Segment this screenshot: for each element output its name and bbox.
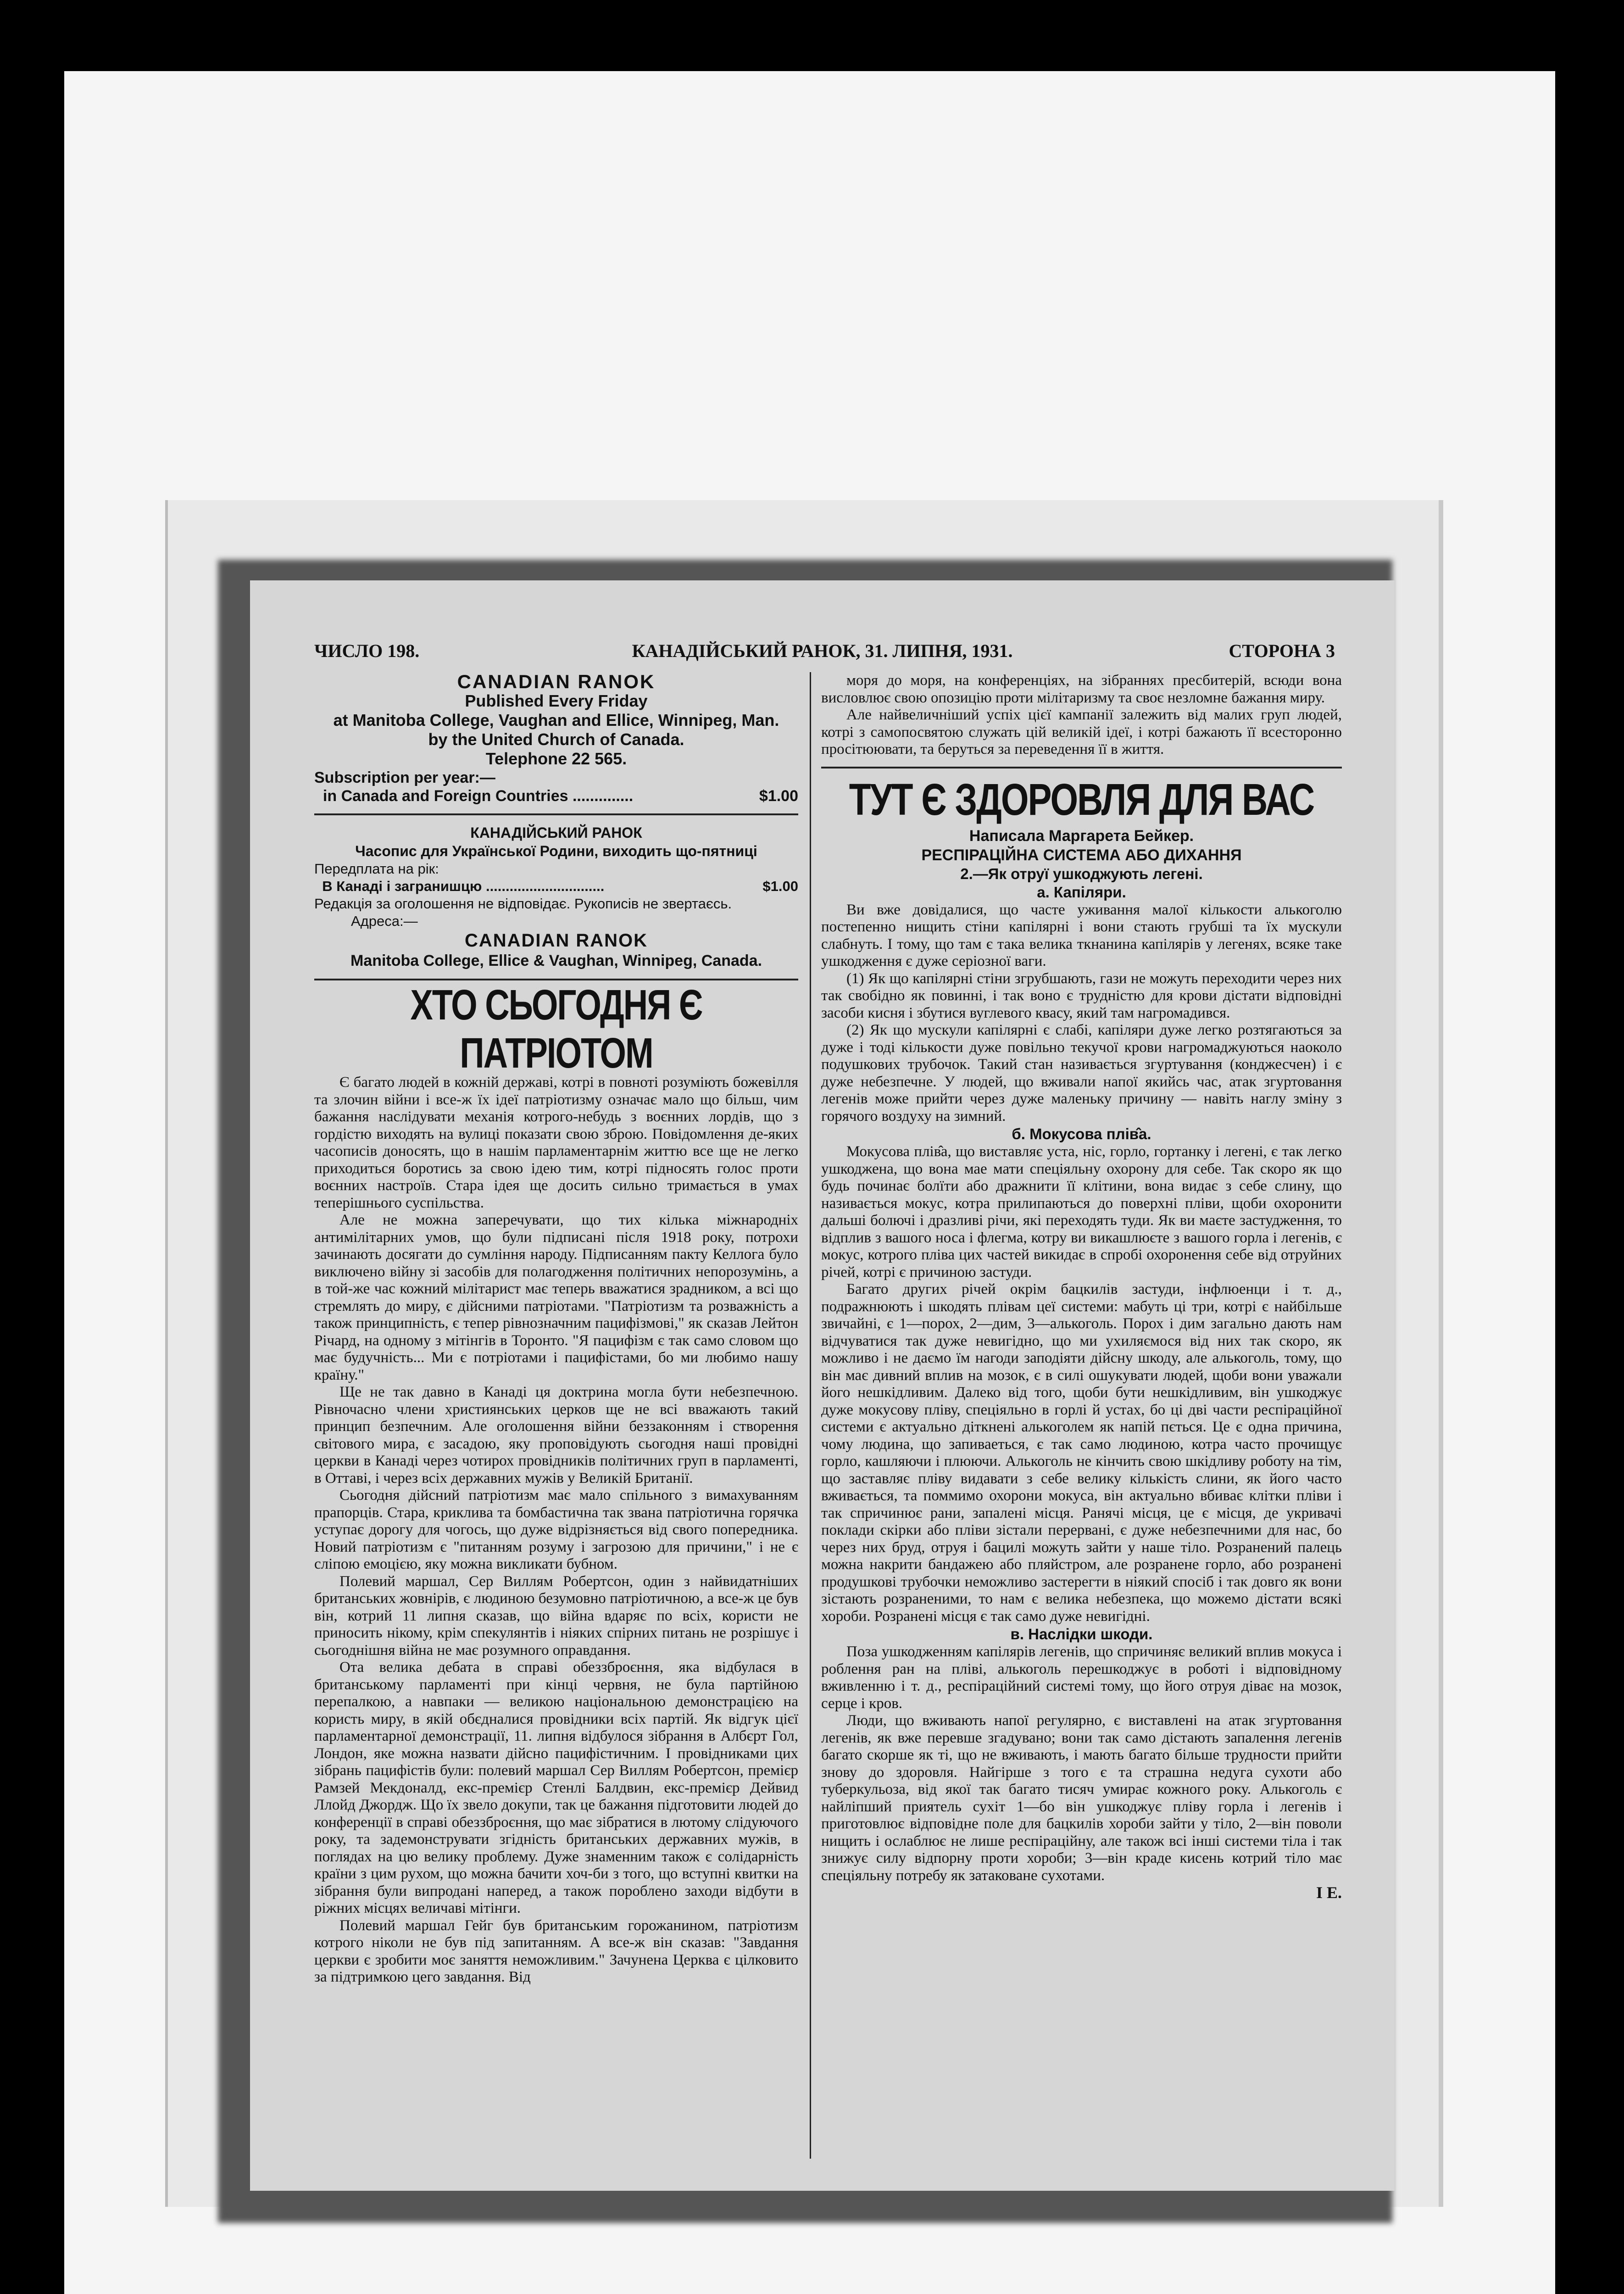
ukr-tagline: Часопис для Української Родини, виходить що-пятниці bbox=[355, 843, 757, 859]
publisher-line: by the United Church of Canada. bbox=[428, 730, 684, 749]
paragraph: (2) Як що мускули капілярні є слабі, капіляри дуже легко розтягаються за дуже і тоді кількости дуже повільно текучої крови нагромаджуються наоколо подушкових трубочок. Такий стан називається згуртування (конджесчен) і є дуже небезпечне. У людей, що вживали напої якийсь час, атак згуртовання легенів може прийти через дуже маленьку причину — навіть наглу зміну з горячого воздуху на зимний. bbox=[821, 1022, 1342, 1125]
page-number: СТОРОНА 3 bbox=[1229, 640, 1335, 661]
paper-name-ukrainian: КАНАДІЙСЬКИЙ РАНОК bbox=[470, 824, 642, 841]
paragraph: Ще не так давно в Канаді ця доктрина могла бути небезпечною. Рівночасно члени християнських церков ще не всі вважають такий принцип безпечним. Але оголошення війни беззаконням і створення світового мира, є засадою, яку проповідують сьогодня наші провідні церкви в Канаді через чотирох провідників політичних груп в парламенті, в Оттаві, і через всіх державних мужів у Великій Британії. bbox=[314, 1384, 798, 1487]
address-full: Manitoba College, Ellice & Vaughan, Winnipeg, Canada. bbox=[350, 952, 762, 969]
ukr-price-line bbox=[314, 878, 798, 895]
paragraph: Ота велика дебата в справі обеззброєння, яка відбулася в британському парламенті при кінці червня, не була партійною перепалкою, а навпаки — великою національною демонстрацією на користь миру, в якій обєдналися провідники всіх партій. Як відгук цієї парламентарної демонстрації, 11. липня відбулося зібрання в Албєрт Гол, Лондон, яке можна назвати дійсно пацифістичним. І провідниками цих зібрань пацифістів були: полевий маршал Сер Виллям Робертсон, премієр Рамзей Мекдоналд, екс-премієр Стенлі Балдвин, екс-премієр Дейвид Ллойд Джордж. Що їх звело докупи, так це бажання підготовити людей до конференції в справі обеззброєння, що має зібратися в лютому слідуючого року, та задемонструвати згідність британських державних мужів, в поглядах на цю велику проблему. Дуже знаменним також є солідарність країни з цим рухом, що можна бачити хоч-би з того, що вступні квитки на зібрання були випродані наперед, а також пороблено заходи відбути в ріжних місцях величаві мітінги. bbox=[314, 1659, 798, 1916]
part-title: 2.—Як отруї ушкоджують легені. bbox=[960, 865, 1203, 882]
ukr-price: $1.00 bbox=[762, 878, 798, 894]
address-line: at Manitoba College, Vaughan and Ellice, Winnipeg, Man. bbox=[333, 711, 779, 729]
subscription-line bbox=[314, 787, 798, 805]
newspaper-page bbox=[250, 580, 1395, 2191]
paragraph: Полевий маршал, Сер Виллям Робертсон, один з найвидатніших британських жовнірів, є людиною безумовно патріотичною, а все-ж це був він, котрий 11 липня сказав, що війна вдаряє по всіх, користи не приносить нікому, крім спекулянтів і ніяких спірних питань не розрішує і сьогоднішня війна не має розумного оправдання. bbox=[314, 1573, 798, 1659]
subscription-text: in Canada and Foreign Countries .............. bbox=[323, 787, 634, 805]
paragraph: Мокусова плів̂а, що виставляє уста, ніс, горло, гортанку і легені, є так легко ушкоджена, що вона мае мати спеціяльну охорону для себе. Так скоро як що будь починає болїти або дражнити її клітини, вона видає з себе слину, що називається мокус, котра прилипаються до поверхні пліви, щоби охоронити дальші болючі і дразливі річи, які переходять туди. Як ви маєте застудження, то відплив з вашого носа і флегма, котру ви викашлюєте з вашого горла і легенів, є мокус, котрого пліва цих частей викидає в спробі охоронення себе від отруйних річей, котрі є причиною застуди. bbox=[821, 1143, 1342, 1281]
right-column bbox=[821, 672, 1342, 1902]
paragraph: моря до моря, на конференціях, на зібраннях пресбитерій, всюди вона висловлює свою опозицію проти мілітаризму та своє незломне бажання миру. bbox=[821, 672, 1342, 706]
masthead-date: КАНАДІЙСЬКИЙ РАНОК, 31. ЛИПНЯ, 1931. bbox=[632, 640, 1013, 661]
author-signature: І Е. bbox=[1316, 1883, 1342, 1902]
paragraph: Люди, що вживають напої регулярно, є виставлені на атак згуртовання легенів, як вже перевше згадувано; вони так само дістають запалення легенів багато скорше як ті, що не вживають, і мають багато більше трудности прийти знову до здоровля. Найгірше з того є та страшна недуга сухоти або туберкульоза, від якої так багато тисяч умирає кожного року. Алькоголь є найліпший приятель сухіт 1—бо він ушкоджує пліву горла і легенів і приготовлює відповідне поле для бацкилів хороби зайти у тіло, 2—він поволи нищить і ослаблює не лише респіраційну, але також всі інші системи тіла і так знижує силу відпорну проти хороби; 3—він краде кисень котрий тілo має спеціяльну потребу як затаковане сухотами. bbox=[821, 1712, 1342, 1884]
subscription-price: $1.00 bbox=[759, 787, 798, 805]
ukr-address-label: Адреса:— bbox=[351, 913, 418, 929]
subscription-label: Subscription per year:— bbox=[314, 769, 495, 786]
divider bbox=[314, 813, 798, 815]
address-name: CANADIAN RANOK bbox=[464, 930, 648, 951]
page-header bbox=[250, 640, 1395, 667]
paragraph: Але не можна заперечувати, що тих кілька міжнародніх антимілітарних умов, що були підписані після 1918 року, потрохи зачинають досягати до сумління народу. Підписанням пакту Келлога було виключено війну зі засобів для полагодження політичних непорозумінь, а в той-же час кожний мілітарист має теперь вважатися зрадником, а всі що стремлять до миру, є дійсними патріотами. "Патріотизм та розважність а також принципність, є тепер рівнозначним пацифізмові," як сказав Лейтон Річард, на одному з мітінгів в Торонто. "Я пацифізм є так само словом що має будучність... Ми є потріотами і пацифістами, бо ми любимо нашу країну." bbox=[314, 1212, 798, 1383]
english-masthead bbox=[314, 672, 798, 768]
article-headline-patriot: ХТО СЬОГОДНЯ Є ПАТРІОТОМ bbox=[410, 981, 702, 1077]
article-continuation bbox=[821, 672, 1342, 758]
paragraph: Полевий маршал Гейг був британським горожанином, патріотизм котрого ніколи не був під запитанням. А все-ж він сказав: "Завдання церкви є зробити моє заняття неможливим." Зачунена Церква є цілковито за підтримкою цего завдання. Від bbox=[314, 1917, 798, 1985]
section-b-body bbox=[821, 1143, 1342, 1625]
paragraph: Але найвеличніший успіх цієї кампанії залежить від малих груп людей, котрі з самопосвятою служать цій великій ідеї, і котрі бажають її всесторонно просітюювати, та беруться за переведення її в життя. bbox=[821, 707, 1342, 757]
paragraph: Є багато людей в кожній державі, котрі в повноті розуміють божевілля та злочин війни і все-ж їх ідеї патріотизму означає мало що більш, чим бажання наслідувати механія котрого-небудь з воєнних лордів, що з гордістю виходять на вулиці показати свою зброю. Повідомлення де-яких часописів доносять, що в нашім парламентарнім життю все ще не легко приходиться боротись за свою ідею тим, котрі підносять голос проти воєнних настроїв. Стара ідея ще досить сильно тримається в умах теперішнього суспільства. bbox=[314, 1074, 798, 1211]
issue-number: ЧИСЛО 198. bbox=[314, 640, 420, 661]
paragraph: (1) Як що капілярні стіни згрубшають, гази не можуть переходити через них так свобідно як повинні, і так воно є трудністю для крови дістати відповідні засоби кисня і збутися вуглевого квасу, який там нагромадився. bbox=[821, 970, 1342, 1021]
divider bbox=[314, 979, 798, 980]
column-rule bbox=[810, 672, 811, 2159]
left-column bbox=[314, 672, 798, 1986]
section-a-title: а. Капіляри. bbox=[1037, 883, 1126, 901]
ukr-price-text: В Канаді і загранишцю .............................. bbox=[322, 878, 605, 894]
article-headline-health: ТУТ Є ЗДОРОВЛЯ ДЛЯ ВАС bbox=[849, 774, 1314, 824]
address-block bbox=[314, 930, 798, 970]
section-c-title: в. Наслідки шкоди. bbox=[1010, 1626, 1153, 1643]
section-a-body bbox=[821, 902, 1342, 1125]
publish-line: Published Every Friday bbox=[465, 691, 648, 710]
paragraph: Ви вже довідалися, що часте уживання малої кількости алькоголю постепенно нищить стіни капілярні і вони стають грубші та їх мускули слабнуть. І тому, що там є така велика ткнанина капілярів у легенях, всяке таке ушкодження є дуже серіозної ваги. bbox=[821, 901, 1342, 969]
byline: Написала Маргарета Бейкер. bbox=[969, 827, 1194, 845]
ukr-subscription: Передплата на рік: bbox=[314, 861, 439, 877]
series-title: РЕСПІРАЦІЙНА СИСТЕМА АБО ДИХАННЯ bbox=[921, 846, 1242, 864]
paper-name-english: CANADIAN RANOK bbox=[457, 671, 656, 692]
ukr-disclaimer: Редакція за оголошення не відповідає. Рукописів не звертаєсь. bbox=[314, 896, 732, 912]
telephone-line: Telephone 22 565. bbox=[485, 749, 627, 768]
section-b-title: б. Мокусова плів̂а. bbox=[1012, 1125, 1151, 1142]
paragraph: Багато других річей окрім бацкилів застуди, інфлюенци і т. д., подражнюють і шкодять плівам цеї системи: мабуть ці три, котрі є найбільше звичайні, є 1—порох, 2—дим, 3—алькоголь. Порох і дим загально дають нам відчуватися так дуже невигідно, що ми ухиляємося від них так скоро, як можливо і не даємо їм нагоди заподіяти дійсну шкоду, але алькоголь, тому, що він має дивний вплив на мозок, є в силі ошукувати людей, щоби вони уважали його нешкідливим. Далеко від того, щоби бути нешкідливим, він ушкоджує дуже мокусову пліву, спеціяльно в горлі й устах, бо ці дві части респіраційної системи є актуально діткнені алькоголем як напій пється. Це є одна причина, чому людина, що запиваеться, є так само людиною, котра часто прочищує горло, кашляючи і плюючи. Алькоголь не кінчить свою шкідливу роботу на тім, що заставляє пліву видавати з себе велику кількість слини, як його часто вживається, та поммимо охорони мокуса, він актуально вбиває клітки пліви і так спричинює рани, запалені місця. Ранячі місця, це є місця, де укривачі поклади скірки або пліви зістали перервані, є дуже небезпечними для нас, бо через них бруд, отруя і бацилі можуть зайти у наше тіло. Розранений палець можна накрити бандажею або пляйстром, але розранене горло, або розранені продушкові трубочки неможливо застерегти в ніякий спосіб і так довго як вони зістають розраненими, то нам є велика небезпека, що можемо дістати всякі хороби. Розранені місця є так само дуже невигідні. bbox=[821, 1281, 1342, 1625]
paragraph: Поза ушкодженням капілярів легенів, що спричиняє великий вплив мокуса і роблення ран на пліві, алькоголь перешкоджує в роботі і відповідному вживленню і т. д., респіраційний системі тому, що його отруя діває на мозок, серце і кров. bbox=[821, 1643, 1342, 1712]
section-c-body bbox=[821, 1643, 1342, 1884]
divider bbox=[821, 767, 1342, 768]
paragraph: Сьогодня дійсний патріотизм має мало спільного з вимахуванням прапорців. Стара, крикливa та бомбастична так звана патріотична горячка уступає дорогу для чогось, що дуже відрізняється від свого попередника. Новий патріотизм є "питанням розуму і загрозою для причини," і не є сліпою емоцією, яку можна викликати бубном. bbox=[314, 1487, 798, 1572]
article-body-patriot bbox=[314, 1074, 798, 1986]
